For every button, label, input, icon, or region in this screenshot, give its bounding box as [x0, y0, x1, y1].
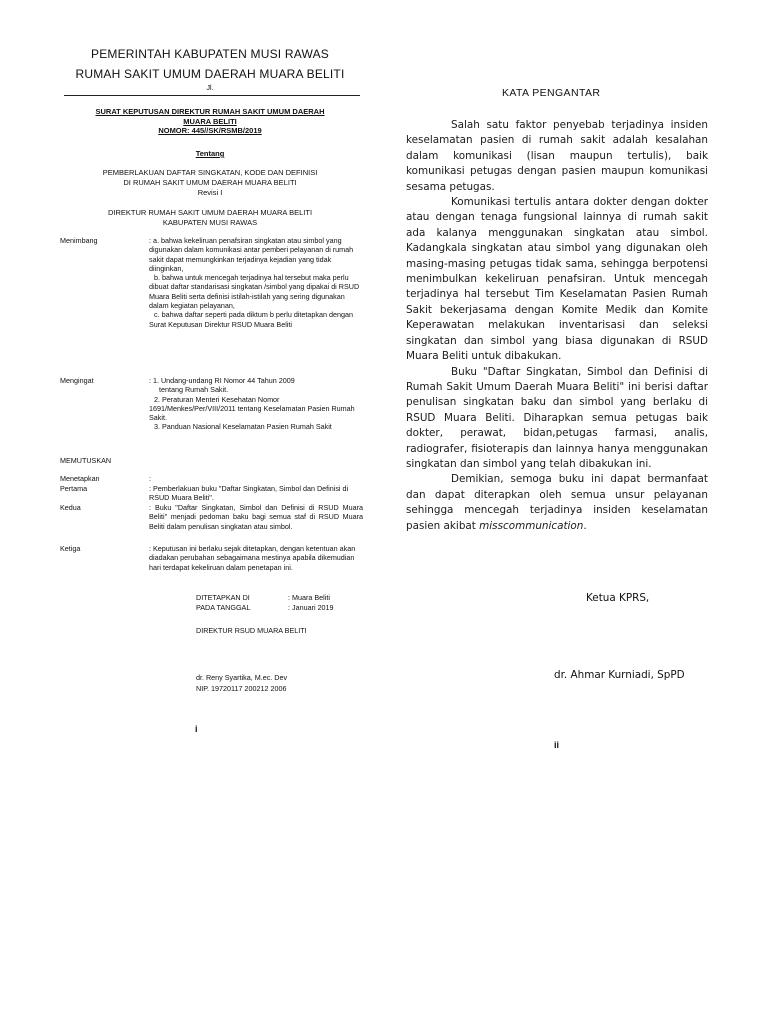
issuer-line2: KABUPATEN MUSI RAWAS: [162, 218, 258, 227]
foreword-body: [406, 118, 708, 534]
decree-number: NOMOR: 445//SK/RSMB/2019: [158, 126, 262, 136]
menimbang-body: [149, 236, 363, 329]
foreword-paragraph-3: Buku "Daftar Singkatan, Simbol dan Definisi di Rumah Sakit Umum Daerah Muara Beliti" ini berisi daftar penulisan singkatan baku dan simbol yang berlaku di RSUD Muara Beliti. Diharapkan semua petugas baik dokter, perawat, bidan,petugas farmasi, analis, radiografer, fisioterapis dan lainnya hanya menggunakan singkatan dan simbol yang telah dibakukan ini.: [406, 365, 708, 470]
menetapkan-label: Menetapkan: [60, 474, 100, 483]
kata-pengantar-title: KATA PENGANTAR: [502, 87, 601, 99]
ketiga-value: : Keputusan ini berlaku sejak ditetapkan, dengan ketentuan akan diadakan perubahan sebagaimana mestinya apabila dikemudian hari terdapat kekeliruan dalam penetapan ini.: [149, 544, 356, 572]
ditetapkan-date-row: [196, 603, 334, 613]
page-number-left: i: [195, 724, 198, 734]
signatory-name: dr. Reny Syartika, M.ec. Dev: [196, 673, 288, 682]
mengingat-label: Mengingat: [60, 376, 94, 385]
closing-period: .: [583, 519, 587, 532]
ditetapkan-block: [196, 593, 334, 613]
issuer-line1: DIREKTUR RUMAH SAKIT UMUM DAERAH MUARA BELITI: [107, 208, 313, 217]
menetapkan-value: :: [149, 474, 151, 483]
signatory-title: DIREKTUR RSUD MUARA BELITI: [196, 626, 307, 635]
mengingat-1b: tentang Rumah Sakit.: [159, 385, 229, 395]
subject-line1: PEMBERLAKUAN DAFTAR SINGKATAN, KODE DAN DEFINISI: [102, 168, 318, 177]
mengingat-body: [149, 376, 363, 432]
foreword-paragraph-4: [406, 472, 708, 534]
subject-revision: Revisi I: [197, 188, 223, 197]
memutuskan-heading: MEMUTUSKAN: [60, 456, 112, 465]
kedua-label: Kedua: [60, 503, 81, 512]
ditetapkan-place-label: DITETAPKAN DI: [196, 593, 250, 602]
tentang-heading: Tentang: [195, 149, 225, 158]
letterhead-divider: [64, 95, 360, 96]
closing-term: misscommunication: [479, 519, 584, 532]
pertama-label: Pertama: [60, 484, 88, 493]
foreword-signatory: dr. Ahmar Kurniadi, SpPD: [554, 669, 685, 681]
mengingat-1a: : 1. Undang-undang RI Nomor 44 Tahun 2009: [149, 376, 295, 385]
pertama-value: : Pemberlakuan buku "Daftar Singkatan, Simbol dan Definisi di RSUD Muara Beliti".: [149, 484, 349, 503]
menimbang-b: b. bahwa untuk mencegah terjadinya hal tersebut maka perlu dibuat daftar standarisasi singkatan /simbol yang dipakai di RSUD Muara Beliti serta definisi istilah-istilah yang sering digunakan dalam kegiatan pelayanan,: [149, 273, 360, 311]
foreword-paragraph-2: Komunikasi tertulis antara dokter dengan dokter atau dengan tenaga fungsional lainnya di rumah sakit ada kalanya menggunakan singkatan atau simbol. Kadangkala singkatan atau simbol yang digunakan oleh masing-masing petugas tidak sama, sehingga berpotensi menimbulkan kekeliruan penafsiran. Untuk mencegah terjadinya hal tersebut Tim Keselamatan Pasien Rumah Sakit bekerjasama dengan Komite Medik dan Komite Keperawatan melakukan inventarisasi dan seleksi singkatan dan simbol yang biasa digunakan di RSUD Muara Beliti untuk dibakukan.: [406, 196, 708, 363]
decree-title-line2: MUARA BELITI: [183, 116, 237, 126]
kedua-value: : Buku "Daftar Singkatan, Simbol dan Definisi di RSUD Muara Beliti" menjadi pedoman baku bagi semua staf di RSUD Muara Beliti dalam penulisan singkatan atau simbol.: [149, 503, 363, 531]
ketua-kprs: Ketua KPRS,: [586, 592, 650, 604]
page-number-right: ii: [554, 740, 560, 750]
ditetapkan-date-value: : Januari 2019: [288, 603, 334, 612]
signatory-nip: NIP. 19720117 200212 2006: [196, 684, 287, 693]
menimbang-a: : a. bahwa kekeliruan penafsiran singkatan atau simbol yang digunakan dalam komunikasi antar pemberi pelayanan di rumah sakit dapat memungkinkan terjadinya kejadian yang tidak diinginkan,: [149, 236, 354, 273]
decree-title-line1: SURAT KEPUTUSAN DIREKTUR RUMAH SAKIT UMUM DAERAH: [95, 107, 325, 116]
ketiga-label: Ketiga: [60, 544, 81, 553]
right-page: [384, 0, 768, 1024]
ditetapkan-place-value: : Muara Beliti: [288, 593, 330, 602]
letterhead-hospital: RUMAH SAKIT UMUM DAERAH MUARA BELITI: [75, 67, 345, 81]
foreword-paragraph-1: Salah satu faktor penyebab terjadinya insiden keselamatan pasien di rumah sakit adalah kesalahan dalam komunikasi (lisan maupun tertulis), baik komunikasi petugas dengan pasien maupun komunikasi sesama petugas.: [406, 119, 708, 193]
closing-text: Demikian, semoga buku ini dapat bermanfaat dan dapat diterapkan oleh semua unsur pelayanan sehingga mencegah terjadinya insiden keselamatan pasien akibat: [406, 473, 708, 532]
issuer-heading: [70, 208, 350, 228]
ditetapkan-place-row: [196, 593, 334, 603]
letterhead-government: PEMERINTAH KABUPATEN MUSI RAWAS: [90, 47, 329, 61]
letterhead: [60, 44, 360, 93]
subject-line2: DI RUMAH SAKIT UMUM DAERAH MUARA BELITI: [123, 178, 297, 187]
decree-title: [70, 107, 350, 136]
menimbang-c: c. bahwa daftar seperti pada diktum b perlu ditetapkan dengan Surat Keputusan Direktur RSUD Muara Beliti: [149, 310, 353, 329]
mengingat-2: 2. Peraturan Menteri Kesehatan Nomor 1691/Menkes/Per/VIII/2011 tentang Keselamatan Pasien Rumah Sakit.: [149, 394, 355, 423]
menimbang-label: Menimbang: [60, 236, 98, 245]
mengingat-3: 3. Panduan Nasional Keselamatan Pasien Rumah Sakit: [154, 422, 332, 432]
decree-subject: [70, 168, 350, 198]
letterhead-address: Jl.: [206, 85, 214, 92]
ditetapkan-date-label: PADA TANGGAL: [196, 603, 251, 612]
